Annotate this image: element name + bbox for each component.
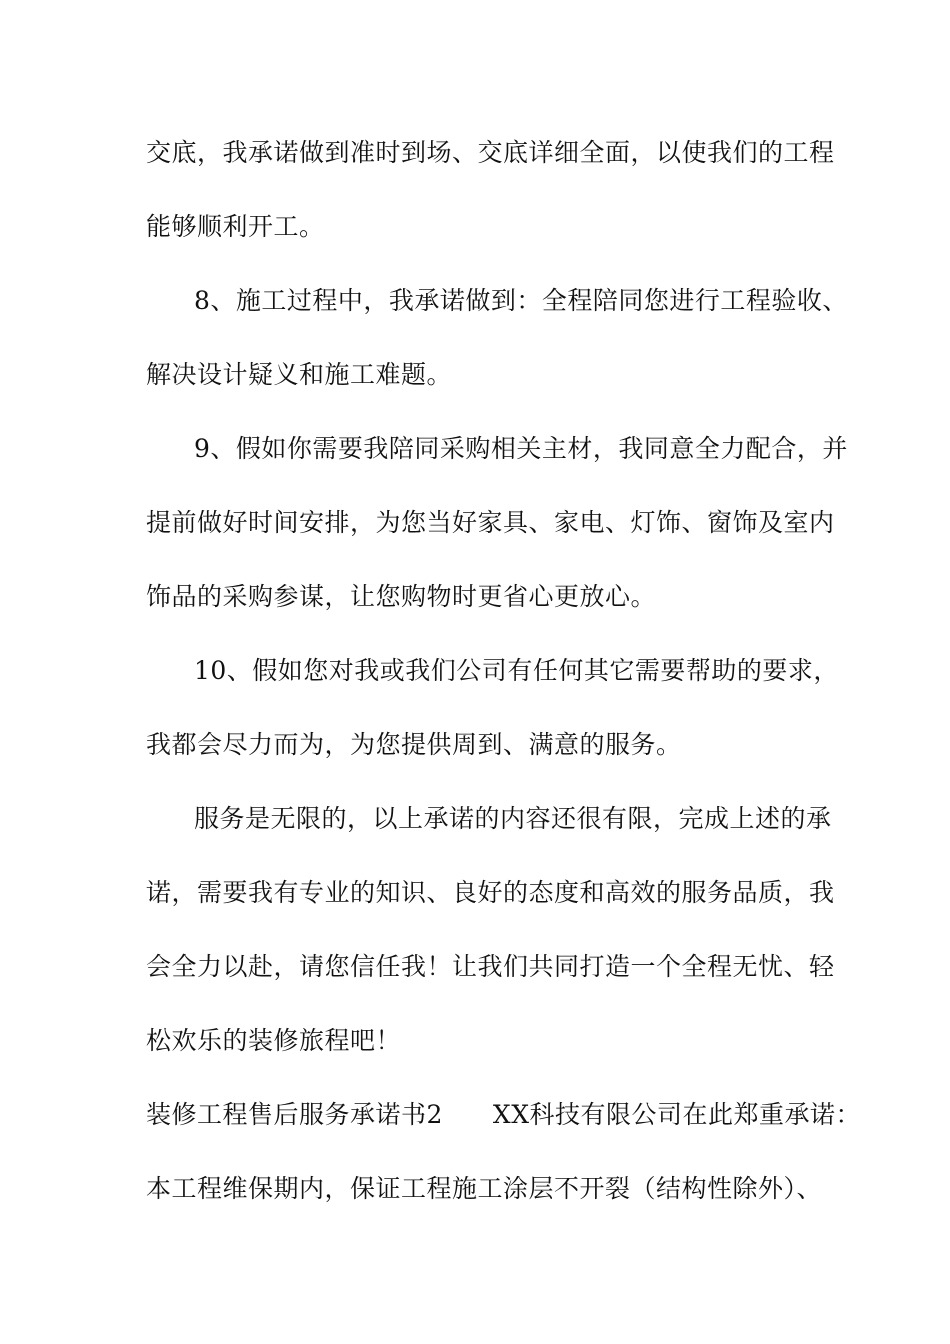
text-line: 松欢乐的装修旅程吧！ (146, 1026, 402, 1055)
closing-paragraph: 服务是无限的，以上承诺的内容还很有限，完成上述的承 (194, 804, 832, 833)
paragraph-item-9: 9、假如你需要我陪同采购相关主材，我同意全力配合，并 (194, 434, 848, 463)
paragraph-item-8: 8、施工过程中，我承诺做到：全程陪同您进行工程验收、 (194, 286, 848, 315)
section-title: 装修工程售后服务承诺书2 (146, 1100, 443, 1129)
text-line: 饰品的采购参谋，让您购物时更省心更放心。 (146, 582, 657, 611)
text-line: 提前做好时间安排，为您当好家具、家电、灯饰、窗饰及室内 (146, 508, 835, 537)
section-heading-line (146, 1100, 862, 1130)
text-line: 交底，我承诺做到准时到场、交底详细全面，以使我们的工程 (146, 138, 835, 167)
text-line: 解决设计疑义和施工难题。 (146, 360, 453, 389)
text-line: 诺，需要我有专业的知识、良好的态度和高效的服务品质，我 (146, 878, 835, 907)
text-line: 本工程维保期内，保证工程施工涂层不开裂（结构性除外）、 (146, 1174, 823, 1203)
text-line: 能够顺利开工。 (146, 212, 325, 241)
paragraph-item-10: 10、假如您对我或我们公司有任何其它需要帮助的要求， (194, 656, 839, 685)
text-line: 我都会尽力而为，为您提供周到、满意的服务。 (146, 730, 682, 759)
company-statement: XX科技有限公司在此郑重承诺： (492, 1100, 862, 1129)
text-line: 会全力以赴，请您信任我！让我们共同打造一个全程无忧、轻 (146, 952, 835, 981)
